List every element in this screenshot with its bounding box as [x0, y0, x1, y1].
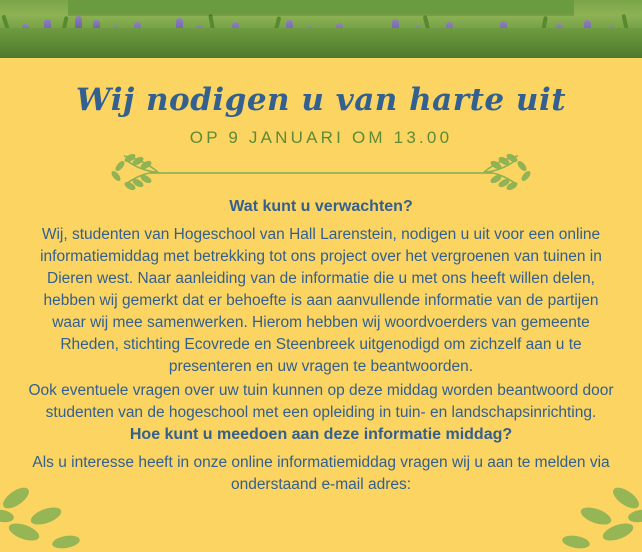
event-datetime: OP 9 JANUARI OM 13.00 [189, 128, 453, 147]
section-heading-participation: Hoe kunt u meedoen aan deze informatie middag? [129, 426, 513, 443]
leaf-decoration-bottom-right-icon [528, 476, 642, 552]
section-heading-expectations: Wat kunt u verwachten? [229, 198, 413, 215]
paragraph-participation-1: Als u interesse heeft in onze online informatiemiddag vragen wij u aan te melden via onderstaand e-mail adres: [32, 454, 610, 493]
leaf-ornament-right-icon [476, 150, 546, 196]
leaf-ornament-left-icon [96, 150, 166, 196]
divider-line [150, 172, 492, 174]
invitation-body [0, 58, 642, 552]
ornamental-divider [0, 150, 642, 196]
paragraph-expectations-1: Wij, studenten van Hogeschool van Hall Larenstein, nodigen u uit voor een online informatiemiddag met betrekking tot ons project over het vergroenen van tuinen in Dieren west. Naar aanleiding van de informatie die u met ons heeft willen delen, hebben wij gemerkt dat er behoefte is aan aanvullende informatie van de partijen waar wij mee samenwerken. Hierom hebben wij woordvoerders van gemeente Rheden, stichting Ecovrede en Steenbreek uitgenodigd om zichzelf aan u te presenteren en uw vragen te beantwoorden. [40, 226, 602, 375]
green-header-bar [68, 0, 574, 14]
leaf-decoration-bottom-left-icon [0, 476, 114, 552]
page-title: Wij nodigen u van harte uit [75, 82, 567, 118]
grass-foreground [0, 28, 642, 58]
paragraph-expectations-2: Ook eventuele vragen over uw tuin kunnen op deze middag worden beantwoord door studenten van de hogeschool met een opleiding in tuin- en landschapsinrichting. [28, 382, 614, 421]
header-photo-banner [0, 0, 642, 58]
